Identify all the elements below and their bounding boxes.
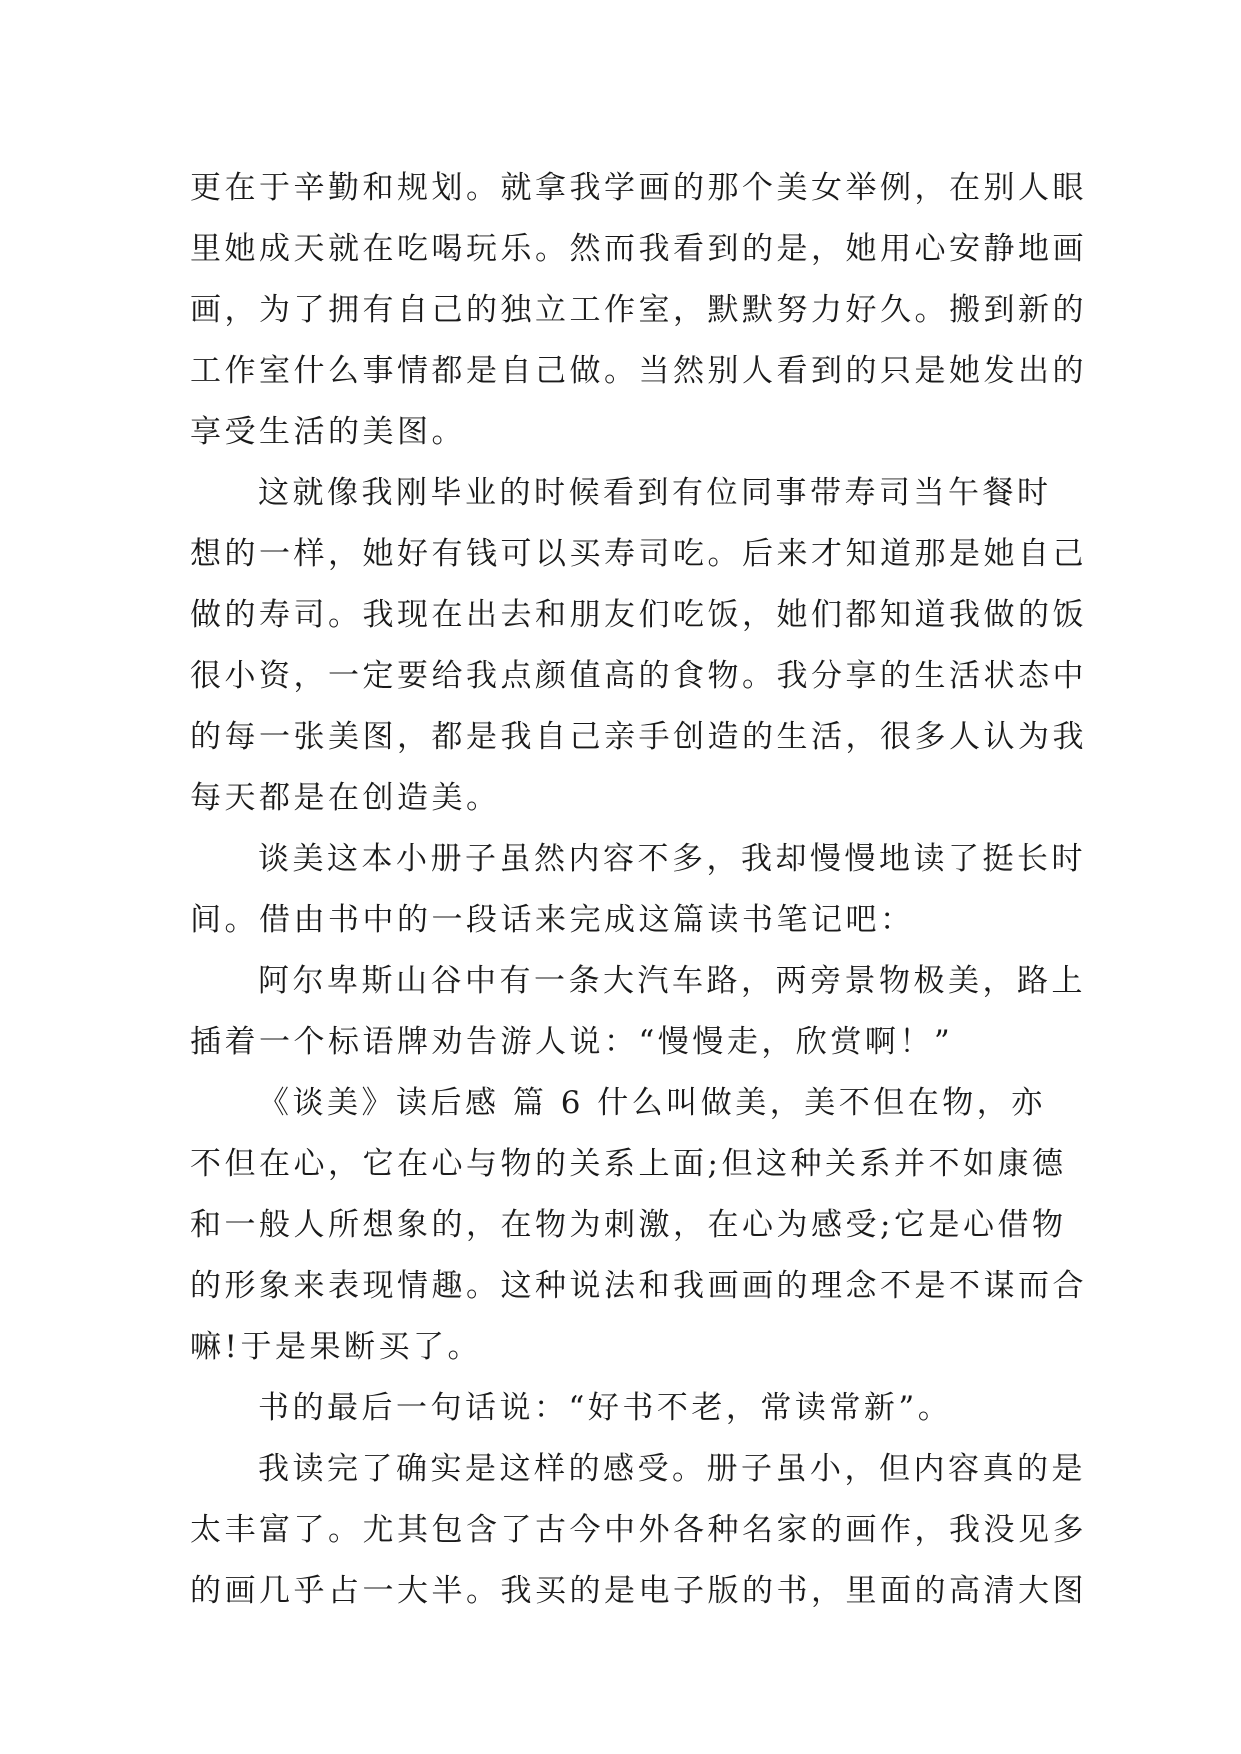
text-line: 《谈美》读后感 篇 6 什么叫做美，美不但在物，亦 xyxy=(258,1085,1046,1121)
text-line: 这就像我刚毕业的时候看到有位同事带寿司当午餐时 xyxy=(258,475,1052,511)
text-line: 书的最后一句话说：“好书不老，常读常新”。 xyxy=(258,1390,953,1426)
text-line: 更在于辛勤和规划。就拿我学画的那个美女举例，在别人眼 xyxy=(190,170,1087,206)
text-line: 间。借由书中的一段话来完成这篇读书笔记吧： xyxy=(190,902,915,938)
text-line: 和一般人所想象的，在物为刺激，在心为感受;它是心借物 xyxy=(190,1207,1067,1243)
text-line: 每天都是在创造美。 xyxy=(190,780,501,816)
text-line: 很小资，一定要给我点颜值高的食物。我分享的生活状态中 xyxy=(190,658,1087,694)
text-line: 的每一张美图，都是我自己亲手创造的生活，很多人认为我 xyxy=(190,719,1087,755)
text-line: 不但在心，它在心与物的关系上面;但这种关系并不如康德 xyxy=(190,1146,1067,1182)
text-line: 享受生活的美图。 xyxy=(190,414,466,450)
text-line: 嘛!于是果断买了。 xyxy=(190,1329,482,1365)
text-line: 太丰富了。尤其包含了古今中外各种名家的画作，我没见多 xyxy=(190,1512,1087,1548)
text-line: 谈美这本小册子虽然内容不多，我却慢慢地读了挺长时 xyxy=(258,841,1086,877)
text-line: 工作室什么事情都是自己做。当然别人看到的只是她发出的 xyxy=(190,353,1087,389)
text-line: 画，为了拥有自己的独立工作室，默默努力好久。搬到新的 xyxy=(190,292,1087,328)
text-line: 做的寿司。我现在出去和朋友们吃饭，她们都知道我做的饭 xyxy=(190,597,1087,633)
text-line: 里她成天就在吃喝玩乐。然而我看到的是，她用心安静地画 xyxy=(190,231,1087,267)
text-line: 我读完了确实是这样的感受。册子虽小，但内容真的是 xyxy=(258,1451,1086,1487)
document-body xyxy=(190,158,1087,1622)
text-line: 阿尔卑斯山谷中有一条大汽车路，两旁景物极美，路上 xyxy=(258,963,1086,999)
text-line: 想的一样，她好有钱可以买寿司吃。后来才知道那是她自己 xyxy=(190,536,1087,572)
text-line: 的画几乎占一大半。我买的是电子版的书，里面的高清大图 xyxy=(190,1573,1087,1609)
text-line: 插着一个标语牌劝告游人说：“慢慢走，欣赏啊！” xyxy=(190,1024,954,1060)
text-line: 的形象来表现情趣。这种说法和我画画的理念不是不谋而合 xyxy=(190,1268,1087,1304)
